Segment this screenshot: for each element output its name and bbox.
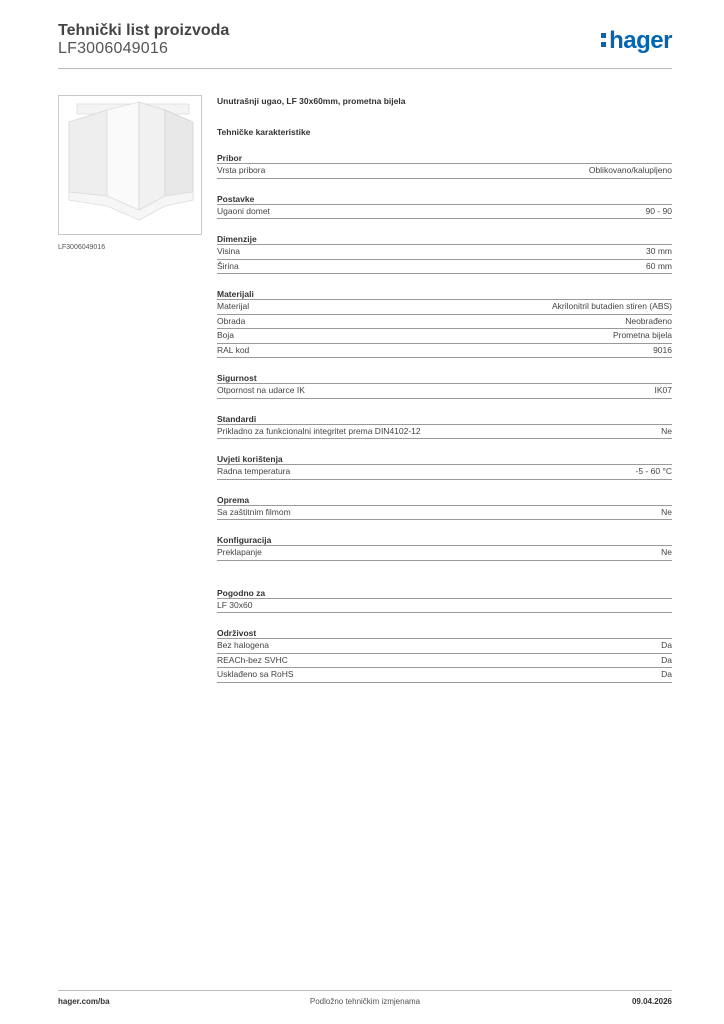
spec-label: Boja bbox=[217, 330, 235, 340]
spec-label: Materijal bbox=[217, 301, 250, 311]
group-title: Dimenzije bbox=[217, 233, 672, 245]
group-title: Standardi bbox=[217, 413, 672, 425]
section-title: Tehničke karakteristike bbox=[217, 127, 311, 137]
spec-value: Oblikovano/kalupljeno bbox=[588, 165, 672, 175]
spec-value: 60 mm bbox=[646, 260, 672, 271]
spec-value: Da bbox=[661, 640, 672, 650]
group-postavke bbox=[217, 193, 672, 220]
spec-row bbox=[217, 465, 672, 480]
spec-row bbox=[217, 344, 672, 359]
spec-label: Visina bbox=[217, 246, 240, 256]
group-pribor bbox=[217, 152, 672, 179]
spec-row bbox=[217, 260, 672, 275]
spec-value: 90 - 90 bbox=[645, 205, 672, 216]
group-title: Održivost bbox=[217, 627, 672, 639]
spec-row bbox=[217, 245, 672, 260]
footer-note: Podložno tehničkim izmjenama bbox=[309, 997, 421, 1006]
spec-value: Neobrađeno bbox=[625, 315, 672, 326]
spec-value: 30 mm bbox=[646, 246, 672, 256]
spec-row bbox=[217, 639, 672, 654]
spec-row bbox=[217, 425, 672, 440]
product-code: LF3006049016 bbox=[58, 40, 169, 57]
spec-row bbox=[217, 315, 672, 330]
spec-label: Vrsta pribora bbox=[217, 165, 266, 175]
spec-row bbox=[217, 384, 672, 399]
spec-value: Prometna bijela bbox=[612, 330, 672, 340]
spec-label: Otpornost na udarce IK bbox=[217, 385, 305, 395]
spec-value: IK07 bbox=[654, 385, 672, 395]
logo-dots-icon bbox=[601, 33, 607, 47]
page-header bbox=[58, 22, 672, 70]
hager-logo bbox=[601, 28, 672, 54]
spec-label: Prikladno za funkcionalni integritet prema DIN4102-12 bbox=[217, 425, 421, 436]
group-pogodno-za bbox=[217, 587, 672, 614]
spec-value: Ne bbox=[661, 506, 672, 517]
spec-value: Da bbox=[661, 654, 672, 665]
group-title: Sigurnost bbox=[217, 372, 672, 384]
spec-label: Radna temperatura bbox=[217, 466, 291, 476]
spec-value: Akrilonitril butadien stiren (ABS) bbox=[552, 301, 672, 311]
group-odrzivost bbox=[217, 627, 672, 683]
spec-label: RAL kod bbox=[217, 344, 250, 355]
group-uvjeti-koristenja bbox=[217, 453, 672, 480]
group-sigurnost bbox=[217, 372, 672, 399]
spec-label: Obrada bbox=[217, 315, 246, 326]
spec-label: Sa zaštitnim filmom bbox=[217, 506, 291, 517]
group-title: Konfiguracija bbox=[217, 534, 672, 546]
spec-value: Ne bbox=[661, 425, 672, 436]
product-image bbox=[58, 95, 202, 235]
spec-label: Širina bbox=[217, 260, 239, 271]
spec-label: Usklađeno sa RoHS bbox=[217, 669, 294, 679]
spec-label: LF 30x60 bbox=[217, 599, 253, 610]
spec-label: Ugaoni domet bbox=[217, 205, 270, 216]
website-link[interactable]: hager.com/ba bbox=[58, 997, 110, 1006]
group-title: Postavke bbox=[217, 193, 672, 205]
group-title: Uvjeti korištenja bbox=[217, 453, 672, 465]
spec-row bbox=[217, 546, 672, 561]
spec-label: Preklapanje bbox=[217, 547, 262, 557]
spec-label: REACh-bez SVHC bbox=[217, 654, 288, 665]
spec-sheet bbox=[217, 95, 672, 683]
spec-value: 9016 bbox=[653, 344, 672, 355]
spec-value: -5 - 60 °C bbox=[635, 466, 672, 476]
spec-row bbox=[217, 205, 672, 220]
header-divider bbox=[58, 68, 672, 69]
group-standardi bbox=[217, 413, 672, 440]
image-caption: LF3006049016 bbox=[58, 244, 106, 251]
spec-row bbox=[217, 300, 672, 315]
group-title: Materijali bbox=[217, 288, 672, 300]
spec-value: Ne bbox=[661, 547, 672, 557]
spec-row bbox=[217, 506, 672, 521]
inner-corner-product-icon bbox=[59, 96, 201, 234]
spec-row bbox=[217, 164, 672, 179]
spec-label: Bez halogena bbox=[217, 640, 269, 650]
spec-row bbox=[217, 668, 672, 683]
page-title: Tehnički list proizvoda bbox=[58, 22, 230, 39]
group-title: Oprema bbox=[217, 494, 672, 506]
spec-row bbox=[217, 599, 672, 614]
group-konfiguracija bbox=[217, 534, 672, 561]
spec-row bbox=[217, 654, 672, 669]
group-title: Pogodno za bbox=[217, 587, 672, 599]
spec-value: Da bbox=[661, 669, 672, 679]
spec-row bbox=[217, 329, 672, 344]
group-oprema bbox=[217, 494, 672, 521]
logo-text: hager bbox=[609, 27, 672, 54]
product-name: Unutrašnji ugao, LF 30x60mm, prometna bijela bbox=[217, 96, 406, 106]
group-materijali bbox=[217, 288, 672, 358]
footer-date: 09.04.2026 bbox=[631, 997, 672, 1006]
group-title: Pribor bbox=[217, 152, 672, 164]
group-dimenzije bbox=[217, 233, 672, 274]
footer-divider bbox=[58, 990, 672, 991]
